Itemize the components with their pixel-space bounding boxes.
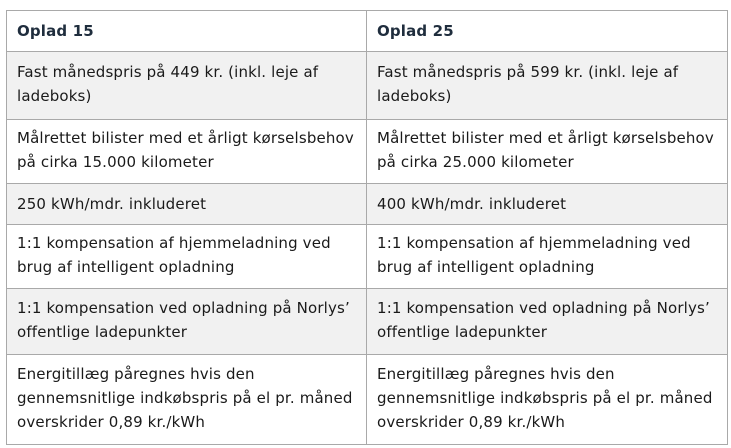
table-cell: 400 kWh/mdr. inkluderet: [367, 184, 728, 225]
table-cell: 1:1 kompensation af hjemmeladning ved brug af intelligent opladning: [367, 225, 728, 289]
column-header-oplad-25: Oplad 25: [367, 11, 728, 52]
table-cell: Målrettet bilister med et årligt kørselsbehov på cirka 15.000 kilometer: [7, 120, 367, 184]
table-cell: Fast månedspris på 449 kr. (inkl. leje af ladeboks): [7, 52, 367, 120]
table-cell: Energitillæg påregnes hvis den gennemsnitlige indkøbspris på el pr. måned overskrider 0,89 kr./kWh: [7, 355, 367, 445]
table-cell: 1:1 kompensation ved opladning på Norlys’ offentlige ladepunkter: [7, 289, 367, 355]
table-row: [7, 184, 728, 225]
table-cell: Energitillæg påregnes hvis den gennemsnitlige indkøbspris på el pr. måned overskrider 0,89 kr./kWh: [367, 355, 728, 445]
table-row: [7, 120, 728, 184]
table-cell: 1:1 kompensation ved opladning på Norlys’ offentlige ladepunkter: [367, 289, 728, 355]
table-cell: Fast månedspris på 599 kr. (inkl. leje af ladeboks): [367, 52, 728, 120]
column-header-oplad-15: Oplad 15: [7, 11, 367, 52]
table-row: [7, 355, 728, 445]
table-row: [7, 289, 728, 355]
table-row: [7, 52, 728, 120]
table-row: [7, 225, 728, 289]
table-cell: Målrettet bilister med et årligt kørselsbehov på cirka 25.000 kilometer: [367, 120, 728, 184]
table-cell: 250 kWh/mdr. inkluderet: [7, 184, 367, 225]
comparison-table: [6, 10, 728, 445]
table-header-row: [7, 11, 728, 52]
table-cell: 1:1 kompensation af hjemmeladning ved brug af intelligent opladning: [7, 225, 367, 289]
